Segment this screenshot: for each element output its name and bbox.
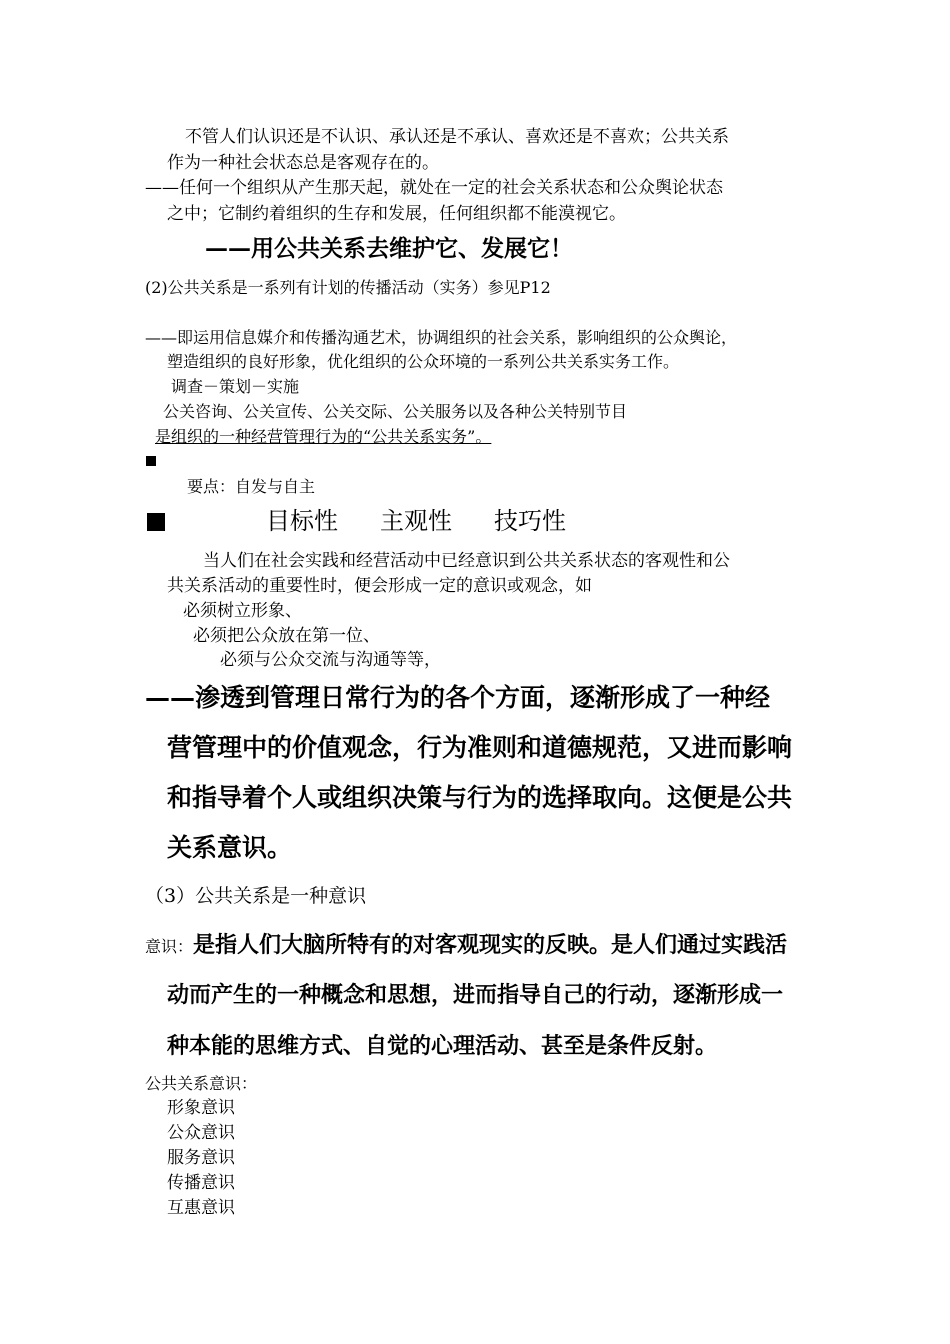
section3-title: （3）公共关系是一种意识 [145,885,367,907]
p4-line2: 共关系活动的重要性时，便会形成一定的意识或观念，如 [167,576,592,596]
business-line: 是组织的一种经营管理行为的“公共关系实务”。 [155,427,492,446]
key-points: 要点：自发与自主 [187,477,316,496]
definition-line3: 种本能的思维方式、自觉的心理活动、甚至是条件反射。 [167,1033,718,1059]
big-line3: 和指导着个人或组织决策与行为的选择取向。这便是公共 [167,783,793,812]
awareness-item: 形象意识 [167,1098,235,1118]
trait-3: 技巧性 [494,507,566,535]
p3-line2: 塑造组织的良好形象，优化组织的公众环境的一系列公共关系实务工作。 [167,352,680,371]
must-2: 必须把公众放在第一位、 [193,626,380,646]
definition-line1 [145,933,787,958]
must-3: 必须与公众交流与沟通等等， [220,650,441,670]
p1-line1: 不管人们认识还是不认识、承认还是不承认、喜欢还是不喜欢；公共关系 [185,127,729,147]
trait-1: 目标性 [266,507,338,535]
definition-line2: 动而产生的一种概念和思想，进而指导自己的行动，逐渐形成一 [167,982,784,1008]
big-line4: 关系意识。 [167,833,293,862]
bullet-square-icon [146,456,156,466]
section2-title: (2)公共关系是一系列有计划的传播活动（实务）参见P12 [145,278,551,297]
awareness-heading: 公共关系意识： [145,1074,258,1093]
awareness-item: 互惠意识 [167,1198,235,1218]
p3-line1: ——即运用信息媒介和传播沟通艺术，协调组织的社会关系，影响组织的公众舆论， [145,328,738,347]
awareness-item: 传播意识 [167,1173,235,1193]
p2-line2: 之中；它制约着组织的生存和发展，任何组织都不能漠视它。 [167,204,626,224]
steps: 调查－策划－实施 [171,377,300,396]
p2-line1: ——任何一个组织从产生那天起，就处在一定的社会关系状态和公众舆论状态 [145,178,723,198]
must-1: 必须树立形象、 [183,601,302,621]
awareness-item: 公众意识 [167,1123,235,1143]
awareness-item: 服务意识 [167,1148,235,1168]
activities: 公关咨询、公关宣传、公关交际、公关服务以及各种公关特别节目 [163,402,628,421]
bullet-square-large-icon [147,513,165,531]
big-line1: ——渗透到管理日常行为的各个方面，逐渐形成了一种经 [145,683,771,712]
definition-prefix: 意识： [145,937,194,956]
p4-line1: 当人们在社会实践和经营活动中已经意识到公共关系状态的客观性和公 [203,551,730,571]
trait-2: 主观性 [380,507,452,535]
slogan: ——用公共关系去维护它、发展它！ [205,235,573,262]
big-line2: 营管理中的价值观念，行为准则和道德规范，又进而影响 [167,733,793,762]
p1-line2: 作为一种社会状态总是客观存在的。 [167,153,439,173]
definition-text1: 是指人们大脑所特有的对客观现实的反映。是人们通过实践活 [193,932,788,958]
